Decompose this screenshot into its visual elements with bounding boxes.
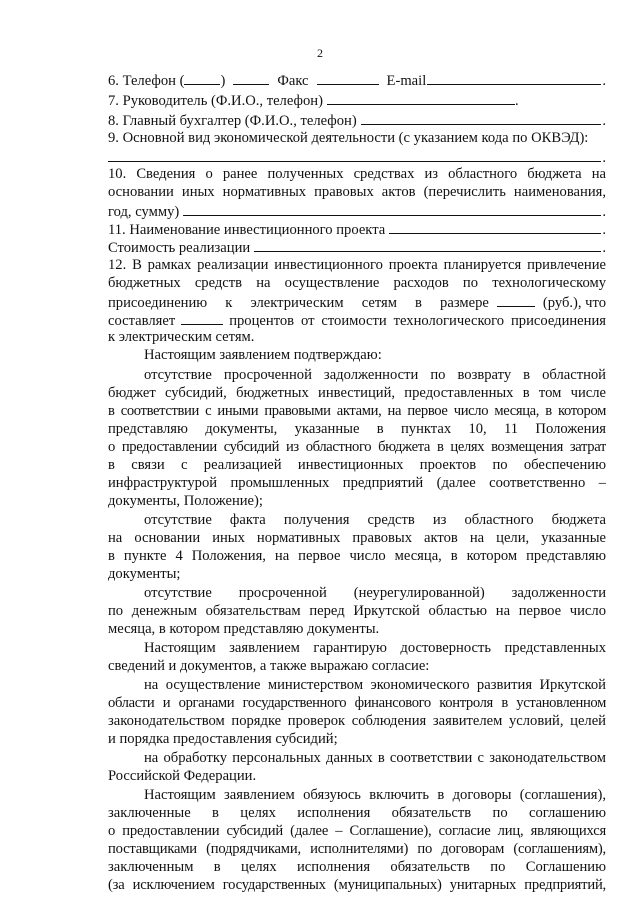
field-11-line-2 [108,237,606,255]
director-label: 7. Руководитель (Ф.И.О., телефон) [108,93,323,108]
connection-text: присоединению к электрическим сетям в размере [108,295,489,310]
amount-blank [497,292,535,307]
field-8-line [108,110,606,128]
field-6-end: . [602,73,606,88]
fax-label: Факс [277,73,309,88]
director-blank [327,90,515,105]
field-10-label: год, сумму) [108,204,180,219]
accountant-label: 8. Главный бухгалтер (Ф.И.О., телефон) [108,113,357,128]
field-7-end: . [514,93,519,108]
field-12-line-4 [108,310,606,328]
para-3-line-1: отсутствие факта получения средств из областного бюджета [144,512,606,528]
field-9-blank-line [108,147,606,165]
field-10-line-3 [108,201,606,219]
phone-number-blank [233,70,269,85]
para-8-line-3: о предоставлении субсидий (далее – Соглашение), согласие лиц, являющихся [108,823,606,839]
field-10-line-1: 10. Сведения о ранее полученных средствах из областного бюджета на [108,166,606,182]
field-12-line-1: 12. В рамках реализации инвестиционного проекта планируется привлечение [108,257,606,273]
para-6-line-1: на осуществление министерством экономического развития Иркутской [144,677,606,693]
accountant-blank [361,110,602,125]
para-8-line-5: заключенным в целях исполнения обязательств по Соглашению [108,859,606,875]
para-5-line-1: Настоящим заявлением гарантирую достоверность представленных [144,640,606,656]
para-2-line-7: инфраструктурой промышленных предприятий (далее соответственно – [108,475,606,491]
amounts-to-text: составляет [108,313,176,328]
para-6-line-4: и порядка предоставления субсидий; [108,731,338,747]
phone-code-blank [184,70,220,85]
para-2-line-8: документы, Положение); [108,493,263,509]
para-2-line-2: бюджет субсидий, бюджетных инвестиций, предоставленных в том числе [108,385,606,401]
para-4-line-1: отсутствие просроченной (неурегулированной) задолженности [144,585,606,601]
field-12-line-2: бюджетных средств на осуществление расходов по технологическому [108,275,606,291]
email-label: E-mail [386,73,427,88]
cost-blank [254,237,601,252]
para-3-line-3: в пункте 4 Положения, на первое число месяца, в котором представляю [108,548,606,564]
okved-blank [108,147,601,162]
para-8-line-2: заключенные в целях исполнения обязательств по соглашению [108,805,606,821]
field-11-end: . [602,222,606,237]
para-4-line-3: месяца, в котором представляю документы. [108,621,380,637]
phone-label: 6. Телефон ( [108,73,185,88]
para-7-line-1: на обработку персональных данных в соответствии с законодательством [144,750,606,766]
para-2-line-5: о предоставлении субсидий из областного бюджета в целях возмещения затрат [108,439,606,455]
field-12-line-5: к электрическим сетям. [108,329,255,345]
field-9-end: . [602,150,606,165]
field-10-end: . [602,204,606,219]
field-12-line-3 [108,292,606,310]
para-7-line-2: Российской Федерации. [108,768,257,784]
para-2-line-6: в связи с реализацией инвестиционных проектов по обеспечению [108,457,606,473]
cost-end: . [602,240,606,255]
para-3-line-2: на основании иных нормативных правовых актов на цели, указанные [108,530,606,546]
field-11-line-1 [108,219,606,237]
para-5-line-2: сведений и документов, а также выражаю согласие: [108,658,430,674]
para-2-line-3: в соответствии с иными правовыми актами, на первое число месяца, в котором [108,403,606,419]
phone-paren: ) [220,73,226,88]
para-6-line-2: области и органами государственного финансового контроля в установленном [108,695,606,711]
para-8-line-1: Настоящим заявлением обязуюсь включить в договоры (соглашения), [144,787,606,803]
field-7-line [108,90,606,108]
page-number: 2 [317,46,323,60]
para-2-line-1: отсутствие просроченной задолженности по возврату в областной [144,367,606,383]
para-8-line-6: (за исключением государственных (муниципальных) унитарных предприятий, [108,877,606,893]
email-blank [427,70,601,85]
project-name-blank [389,219,601,234]
rub-text: (руб.), что [542,295,606,310]
para-4-line-2: по денежным обязательствам перед Иркутской областью на первое число [108,603,606,619]
para-6-line-3: законодательством порядке проверок соблюдения заявителем условий, целей [108,713,606,729]
para-8-line-4: поставщиками (подрядчиками, исполнителями) по договорам (соглашениям), [108,841,606,857]
percent-text: процентов от стоимости технологического присоединения [229,313,606,328]
field-10-line-2: основании иных нормативных правовых актов (перечислить наименования, [108,184,606,200]
field-6-line [108,70,606,88]
confirm-heading: Настоящим заявлением подтверждаю: [144,347,382,363]
fax-blank [317,70,379,85]
funds-blank [183,201,601,216]
percent-blank [181,310,223,325]
field-9-line: 9. Основной вид экономической деятельности (с указанием кода по ОКВЭД): [108,130,589,146]
cost-label: Стоимость реализации [108,240,251,255]
para-2-line-4: представляю документы, указанные в пунктах 10, 11 Положения [108,421,606,437]
para-3-line-4: документы; [108,566,181,582]
project-name-label: 11. Наименование инвестиционного проекта [108,222,386,237]
field-8-end: . [602,113,606,128]
